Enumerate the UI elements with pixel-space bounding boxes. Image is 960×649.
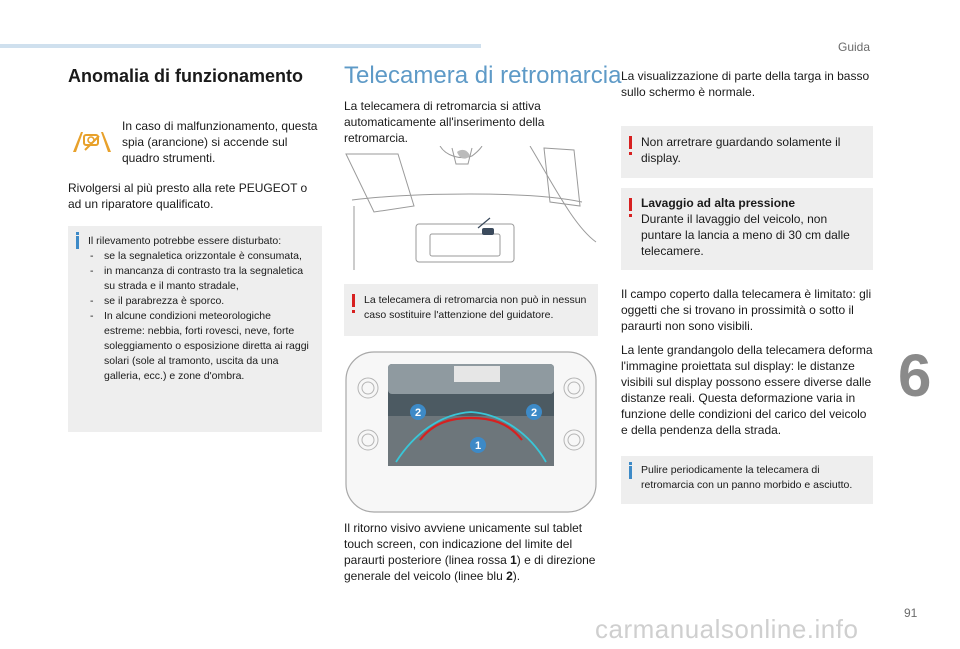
section-title-malfunction: Anomalia di funzionamento [68,66,304,86]
callout-2-left [410,404,426,420]
wide-angle-text: La lente grandangolo della telecamera deforma l'immagine proiettata sul display: le distanze visibili sul display possono essere diverse dalle distanze reali. Questa deformazione varia in funzione delle condizioni del carico del veicolo e della pendenza della strada. [621,343,873,437]
callout-label: 2 [530,407,538,419]
section-label: Guida [838,40,871,54]
info-intro: Il rilevamento potrebbe essere disturbato: [88,235,282,247]
callout-2-right [526,404,542,420]
warning-box-attention [344,284,598,336]
rear-car-illustration [344,146,598,270]
callout-label: 2 [414,407,422,419]
warning-box-pressure-wash [621,188,873,270]
callout-1 [470,437,486,453]
camera-intro-text: La telecamera di retromarcia si attiva automaticamente all'inserimento della retromarcia. [344,99,545,145]
info-marker-icon [76,236,79,249]
info-text: Pulire periodicamente la telecamera di retromarcia con un panno morbido e asciutto. [641,464,853,491]
info-box-detection [68,226,322,432]
warning-title: Lavaggio ad alta pressione [641,196,796,210]
callout-label: 1 [474,440,482,452]
field-limited-text: Il campo coperto dalla telecamera è limitato: gli oggetti che si trovano in prossimità o sotto il paraurti non sono visibili. [621,287,872,333]
license-plate-text: La visualizzazione di parte della targa in basso sullo schermo è normale. [621,69,870,99]
chapter-number: 6 [898,342,932,409]
touchscreen-illustration [344,350,598,516]
watermark: carmanualsonline.info [595,614,859,644]
list-item: - In alcune condizioni meteorologiche estreme: nebbia, forti rovesci, neve, forte soleggiamento o esposizione diretta ai raggi solari (sole al tramonto, uscita da una galleria, ecc.) e zone d'ombra. [88,309,314,384]
info-box-cleaning [621,456,873,504]
warning-box-reverse [621,126,873,178]
section-title-camera: Telecamera di retromarcia [344,62,622,89]
warning-text: Durante il lavaggio del veicolo, non puntare la lancia a meno di 30 cm dalle telecamere. [641,212,850,258]
header-bar [0,44,481,48]
camera-warning-icon [70,122,114,160]
display-feedback-text: Il ritorno visivo avviene unicamente sul tablet touch screen, con indicazione del limite del paraurti posteriore (linea rossa 1) e di direzione generale del veicolo (linee blu 2). [344,521,596,583]
list-item: - in mancanza di contrasto tra la segnaletica su strada e il manto stradale, [88,264,314,294]
warning-marker-icon [629,136,632,149]
warning-marker-icon [352,294,355,307]
warning-light-text: In caso di malfunzionamento, questa spia (arancione) si accende sul quadro strumenti. [122,119,318,165]
contact-dealer-text: Rivolgersi al più presto alla rete PEUGEOT o ad un riparatore qualificato. [68,181,308,211]
page-number: 91 [904,606,918,620]
list-item: - se il parabrezza è sporco. [88,294,314,309]
disturbance-list [88,249,314,384]
warning-text: La telecamera di retromarcia non può in nessun caso sostituire l'attenzione del guidatore. [364,294,587,321]
list-item: - se la segnaletica orizzontale è consumata, [88,249,314,264]
warning-marker-icon [629,198,632,211]
warning-text: Non arretrare guardando solamente il display. [641,135,841,165]
info-marker-icon [629,466,632,479]
